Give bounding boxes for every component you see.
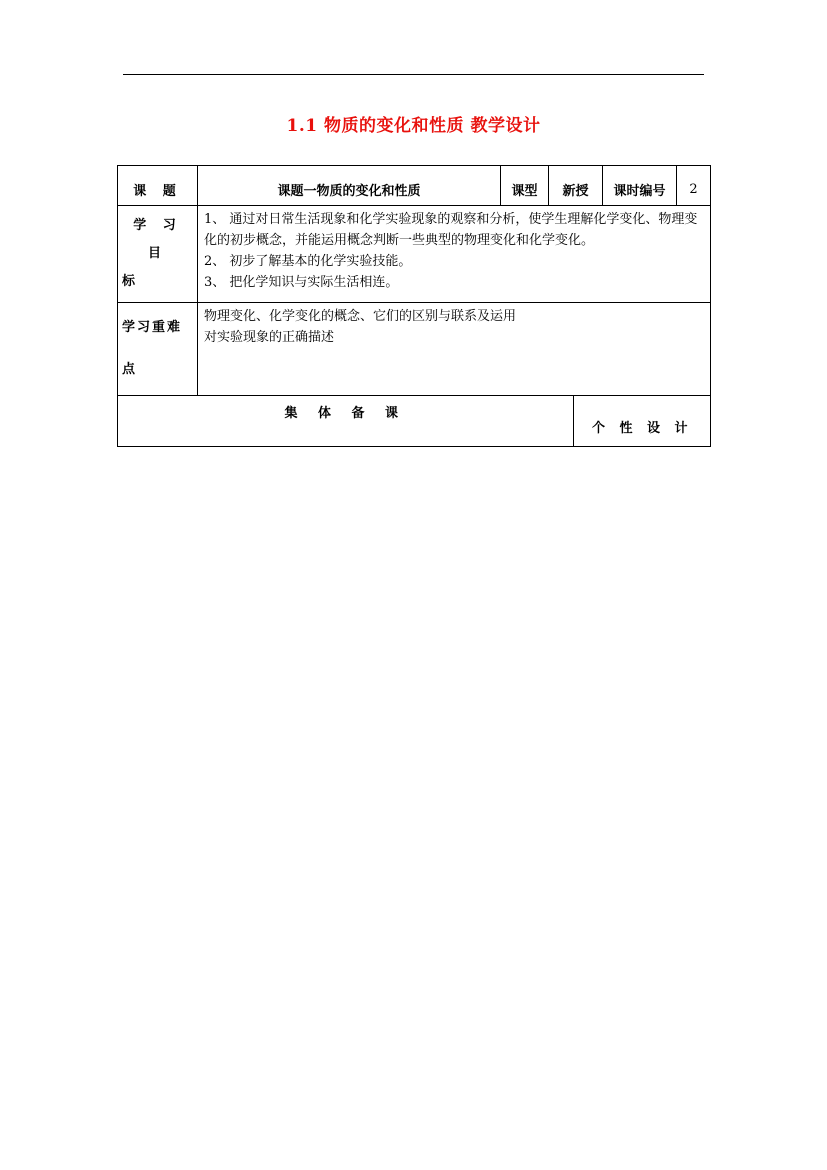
lesson-number-label: 课时编号 — [603, 166, 677, 206]
objectives-content — [198, 206, 711, 303]
prep-cell — [118, 396, 711, 447]
focus-content — [198, 303, 711, 396]
focus-label — [118, 303, 198, 396]
objectives-row — [118, 206, 711, 303]
focus-line: 物理变化、化学变化的概念、它们的区别与联系及运用 — [204, 309, 517, 324]
objective-item: 2、 初步了解基本的化学实验技能。 — [204, 254, 412, 269]
lesson-type-value: 新授 — [549, 166, 603, 206]
focus-row — [118, 303, 711, 396]
topic-row — [118, 166, 711, 206]
topic-label: 课 题 — [118, 166, 198, 206]
group-prep-heading: 集 体 备 课 — [118, 396, 573, 446]
objectives-label — [118, 206, 198, 303]
focus-label-line2: 点 — [122, 362, 136, 377]
focus-line: 对实验现象的正确描述 — [204, 330, 335, 345]
prep-row — [118, 396, 711, 447]
objective-item: 3、 把化学知识与实际生活相连。 — [204, 275, 399, 290]
lesson-number-value: 2 — [677, 166, 711, 206]
personal-design-heading: 个 性 设 计 — [591, 420, 693, 436]
focus-label-line1: 学习重难 — [122, 320, 183, 335]
lesson-plan-table — [117, 165, 711, 447]
prep-inner-table — [118, 396, 711, 446]
objective-item: 1、 通过对日常生活现象和化学实验现象的观察和分析，使学生理解化学变化、物理变化的初步概念，并能运用概念判断一些典型的物理变化和化学变化。 — [204, 212, 698, 248]
header-rule — [123, 74, 704, 75]
lesson-type-label: 课型 — [501, 166, 549, 206]
topic-value: 课题一物质的变化和性质 — [198, 166, 501, 206]
objectives-label-line2: 标 — [122, 274, 136, 289]
objectives-label-line1: 学 习 目 — [133, 218, 182, 261]
document-title: 1.1 物质的变化和性质 教学设计 — [286, 116, 541, 136]
